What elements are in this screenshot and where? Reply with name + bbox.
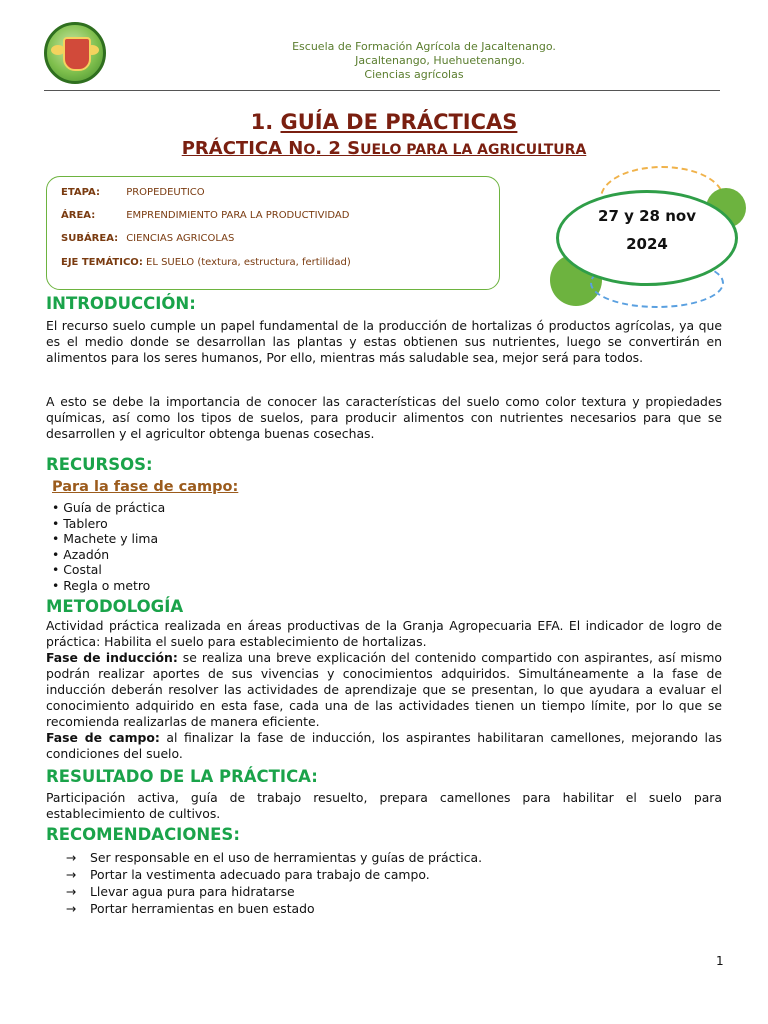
title-line1: GUÍA DE PRÁCTICAS	[280, 110, 518, 134]
subarea-value: CIENCIAS AGRICOLAS	[126, 233, 235, 244]
arrow-right-icon: →	[66, 867, 77, 882]
metodologia-paragraph	[46, 618, 722, 762]
recomendaciones-list	[66, 849, 482, 917]
list-item: → Portar la vestimenta adecuado para trabajo de campo.	[66, 867, 430, 882]
info-box	[46, 176, 500, 290]
recomendaciones-heading: RECOMENDACIONES:	[46, 825, 240, 844]
school-program: Ciencias agrícolas	[364, 68, 464, 81]
date-year: 2024	[626, 235, 668, 253]
list-item: • Tablero	[52, 515, 108, 531]
page-title	[0, 110, 768, 134]
recursos-heading: RECURSOS:	[46, 455, 153, 474]
list-item: • Guía de práctica	[52, 500, 166, 515]
list-item: • Azadón	[52, 546, 110, 562]
list-item: • Costal	[52, 562, 102, 577]
eje-value: EL SUELO (textura, estructura, fertilidad)	[146, 257, 351, 268]
arrow-right-icon: →	[66, 884, 77, 899]
area-value: EMPRENDIMIENTO PARA LA PRODUCTIVIDAD	[126, 210, 350, 221]
practice-title-text: PRÁCTICA NO. 2 SUELO PARA LA AGRICULTURA	[181, 138, 587, 159]
metodologia-heading: METODOLOGÍA	[46, 597, 184, 616]
school-location: Jacaltenango, Huehuetenango.	[355, 54, 525, 67]
fase-campo-text: al finalizar la fase de inducción, los aspirantes habilitaran camellones, mejorando las condiciones del suelo.	[46, 730, 722, 761]
date-badge	[556, 190, 738, 286]
list-item: → Llevar agua pura para hidratarse	[66, 884, 295, 899]
info-area	[61, 210, 349, 221]
arrow-right-icon: →	[66, 901, 77, 916]
intro-paragraph-1: El recurso suelo cumple un papel fundamental de la producción de hortalizas ó productos agrícolas, ya que es el medio donde se desarrollan las plantas y estas obtienen sus nutrientes, luego se convertirán en alimentos para los seres humanos, Por ello, mientras más saludable sea, mejor será para todos.	[46, 318, 722, 365]
metodologia-intro: Actividad práctica realizada en áreas productivas de la Granja Agropecuaria EFA. El indicador de logro de práctica: Habilita el suelo para establecimiento de hortalizas.	[46, 618, 722, 649]
intro-heading: INTRODUCCIÓN:	[46, 294, 196, 313]
recursos-list	[52, 500, 165, 593]
practice-title	[0, 138, 768, 159]
fase-campo-label: Fase de campo:	[46, 730, 160, 745]
page-number: 1	[716, 954, 724, 968]
fase-induccion-text: se realiza una breve explicación del contenido compartido con aspirantes, así mismo podrán realizar aportes de sus vivencias y conocimientos adquiridos. Simultáneamente a la fase de inducción deberán resolver las actividades de aprendizaje que se presentan, lo que ayudara a evaluar el conocimiento adquirido en esta fase, cada una de las actividades tienen un tiempo límite, por lo que se recomienda realizarlas de manera eficiente.	[46, 650, 722, 729]
header-rule	[44, 90, 720, 91]
fase-campo	[46, 730, 722, 762]
fase-induccion	[46, 650, 722, 730]
resultado-text: Participación activa, guía de trabajo resuelto, prepara camellones para habilitar el suelo para establecimiento de cultivos.	[46, 790, 722, 821]
resultado-heading: RESULTADO DE LA PRÁCTICA:	[46, 767, 318, 786]
subarea-label: SUBÁREA:	[61, 233, 119, 244]
area-label: ÁREA:	[61, 210, 96, 221]
info-eje	[61, 257, 351, 268]
title-number: 1.	[250, 110, 274, 134]
info-subarea	[61, 233, 234, 244]
list-item: • Regla o metro	[52, 577, 151, 593]
intro-paragraph-2: A esto se debe la importancia de conocer las características del suelo como color textura y propiedades químicas, así como los tipos de suelos, para producir alimentos con nutrientes necesarios para que se desarrollen y el agricultor obtenga buenas cosechas.	[46, 394, 722, 441]
etapa-label: ETAPA:	[61, 187, 100, 198]
fase-induccion-label: Fase de inducción:	[46, 650, 178, 665]
arrow-right-icon: →	[66, 850, 77, 865]
recursos-subheading: Para la fase de campo:	[52, 479, 239, 495]
info-etapa	[61, 187, 205, 198]
eje-label: EJE TEMÁTICO:	[61, 257, 143, 268]
list-item: • Machete y lima	[52, 531, 159, 546]
etapa-value: PROPEDEUTICO	[126, 187, 205, 198]
list-item: → Ser responsable en el uso de herramientas y guías de práctica.	[66, 850, 483, 865]
school-name: Escuela de Formación Agrícola de Jacaltenango.	[292, 40, 556, 53]
date-days: 27 y 28 nov	[598, 207, 696, 225]
list-item: → Portar herramientas en buen estado	[66, 901, 315, 916]
